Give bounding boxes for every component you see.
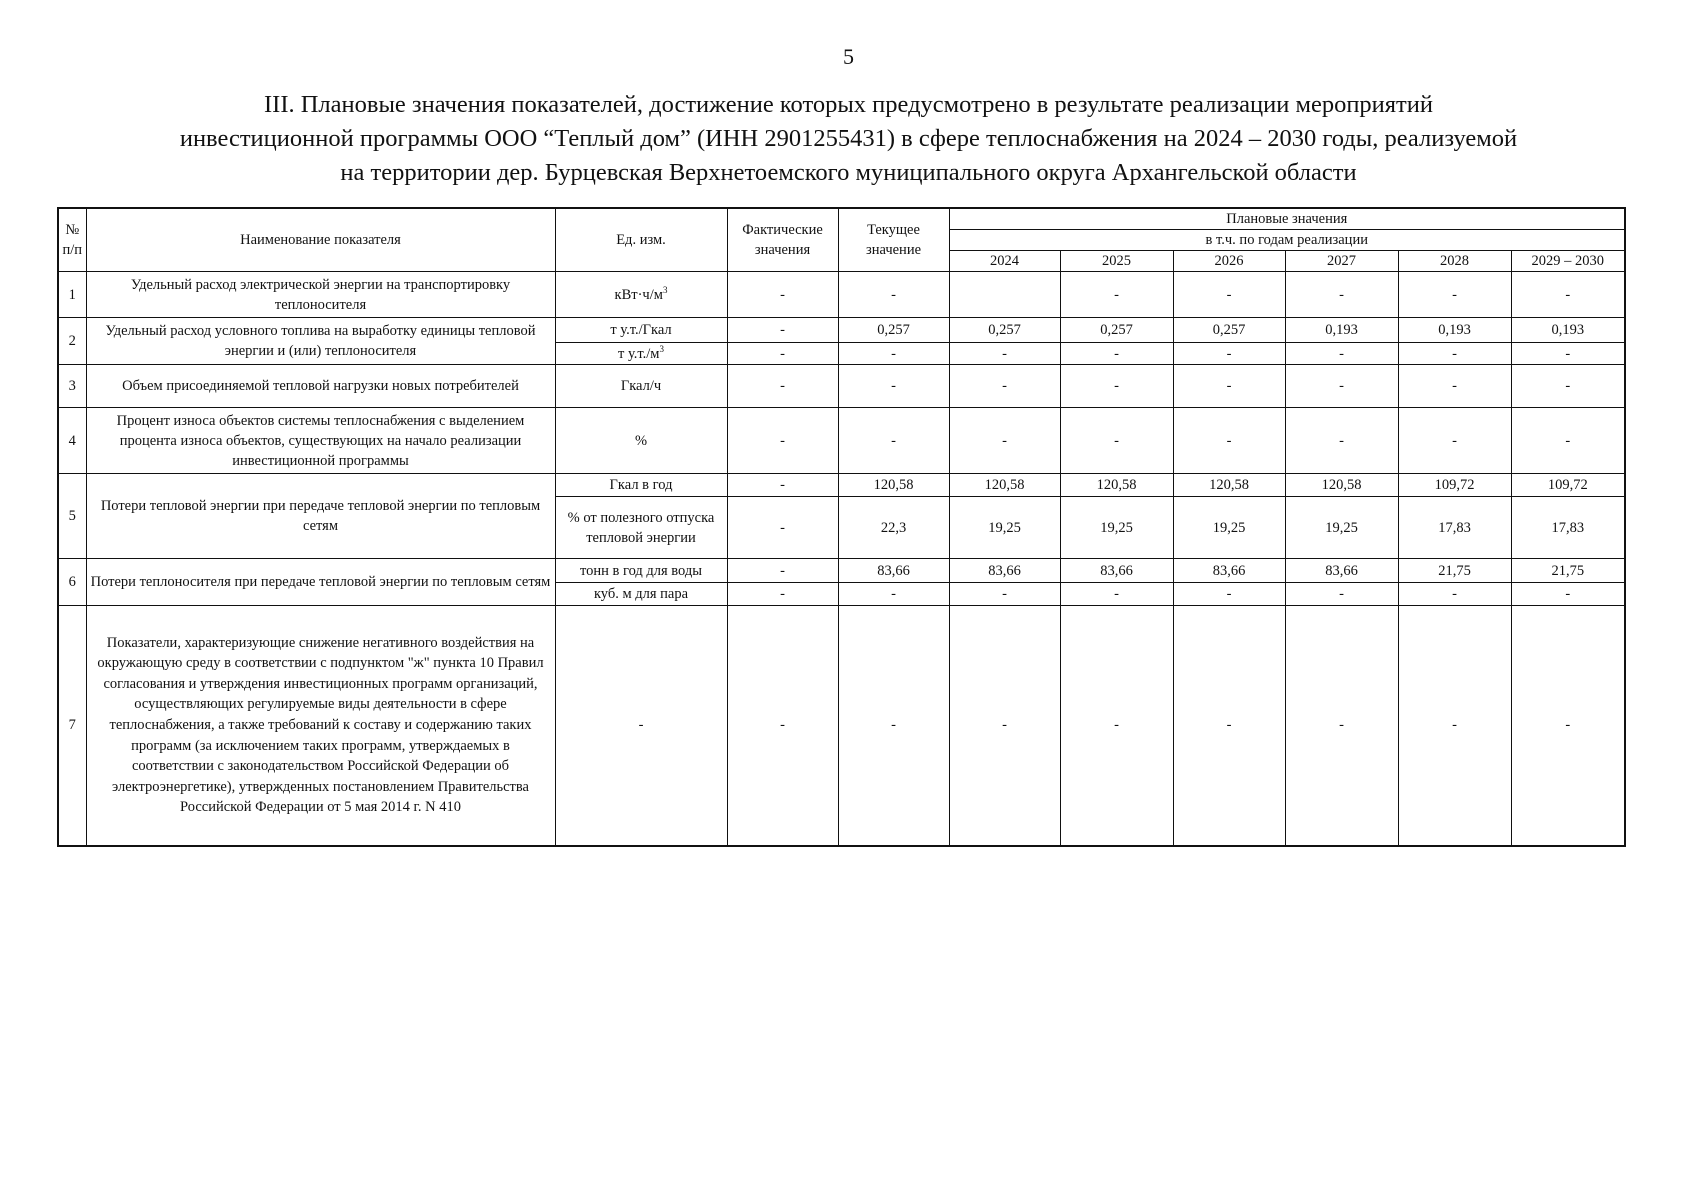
unit-superscript: 3 [662, 284, 668, 295]
actual-value: - [727, 365, 838, 408]
table-row [58, 365, 1625, 408]
planned-value: 83,66 [1285, 559, 1398, 583]
row-number: 7 [58, 606, 86, 846]
planned-value: 19,25 [1060, 497, 1173, 559]
planned-value: - [949, 343, 1060, 365]
planned-value: 17,83 [1398, 497, 1511, 559]
unit-cell [555, 343, 727, 365]
planned-value: 120,58 [1060, 474, 1173, 497]
header-actual: Фактические значения [727, 208, 838, 272]
current-value: - [838, 343, 949, 365]
unit-cell [555, 318, 727, 343]
current-value: - [838, 365, 949, 408]
header-year: 2027 [1285, 251, 1398, 272]
actual-value: - [727, 272, 838, 318]
indicator-name: Удельный расход электрической энергии на транспортировку теплоносителя [86, 272, 555, 318]
planned-value: 19,25 [1285, 497, 1398, 559]
planned-value: - [949, 606, 1060, 846]
planned-value: - [1173, 365, 1285, 408]
planned-value: 17,83 [1511, 497, 1625, 559]
unit-text: куб. м для пара [593, 586, 689, 602]
planned-value: 109,72 [1398, 474, 1511, 497]
current-value: 0,257 [838, 318, 949, 343]
planned-value: 21,75 [1511, 559, 1625, 583]
current-value: - [838, 272, 949, 318]
table-row [58, 606, 1625, 846]
planned-value: - [1060, 583, 1173, 606]
unit-cell [555, 559, 727, 583]
unit-cell [555, 606, 727, 846]
header-year: 2025 [1060, 251, 1173, 272]
header-row [58, 208, 1625, 230]
indicator-name: Потери тепловой энергии при передаче тепловой энергии по тепловым сетям [86, 474, 555, 559]
planned-value: - [1511, 272, 1625, 318]
unit-text: % от полезного отпуска тепловой энергии [567, 509, 715, 546]
planned-value: 0,257 [1173, 318, 1285, 343]
row-number: 1 [58, 272, 86, 318]
planned-value: 120,58 [1285, 474, 1398, 497]
unit-text: т у.т./Гкал [610, 322, 672, 338]
planned-value: - [1060, 272, 1173, 318]
indicator-name: Объем присоединяемой тепловой нагрузки новых потребителей [86, 365, 555, 408]
unit-cell [555, 474, 727, 497]
unit-text: % [634, 432, 648, 449]
planned-value: - [1398, 272, 1511, 318]
planned-value: - [1285, 343, 1398, 365]
planned-value: - [1285, 583, 1398, 606]
header-by-years: в т.ч. по годам реализации [949, 230, 1625, 251]
indicator-name: Потери теплоносителя при передаче тепловой энергии по тепловым сетям [86, 559, 555, 606]
current-value: - [838, 408, 949, 474]
planned-value: - [1060, 343, 1173, 365]
table-row [58, 318, 1625, 343]
planned-value: - [1173, 583, 1285, 606]
unit-cell [555, 365, 727, 408]
planned-value: - [1060, 408, 1173, 474]
planned-value: - [1060, 365, 1173, 408]
planned-value: - [1511, 365, 1625, 408]
planned-value: - [949, 583, 1060, 606]
planned-value: - [949, 365, 1060, 408]
row-number: 6 [58, 559, 86, 606]
planned-value: 0,257 [949, 318, 1060, 343]
unit-text: Гкал в год [609, 477, 673, 493]
unit-cell [555, 497, 727, 559]
unit-cell [555, 272, 727, 318]
planned-value: - [1173, 343, 1285, 365]
actual-value: - [727, 318, 838, 343]
planned-value: 83,66 [949, 559, 1060, 583]
current-value: 120,58 [838, 474, 949, 497]
planned-value: - [1511, 606, 1625, 846]
unit-text: Гкал/ч [620, 378, 662, 394]
planned-value: - [1060, 606, 1173, 846]
table-row [58, 408, 1625, 474]
header-year: 2026 [1173, 251, 1285, 272]
header-current: Текущее значение [838, 208, 949, 272]
header-name: Наименование показателя [86, 208, 555, 272]
actual-value: - [727, 343, 838, 365]
planned-value: - [1398, 343, 1511, 365]
planned-value: - [1285, 408, 1398, 474]
unit-text: - [638, 717, 644, 734]
header-planned: Плановые значения [949, 208, 1625, 230]
planned-value: - [1173, 272, 1285, 318]
planned-value: 19,25 [1173, 497, 1285, 559]
planned-value: 19,25 [949, 497, 1060, 559]
current-value: 22,3 [838, 497, 949, 559]
planned-value: - [1398, 606, 1511, 846]
planned-value: - [949, 408, 1060, 474]
current-value: 83,66 [838, 559, 949, 583]
planned-value: 83,66 [1060, 559, 1173, 583]
planned-value: - [1511, 408, 1625, 474]
indicator-name: Показатели, характеризующие снижение негативного воздействия на окружающую среду в соответствии с подпунктом "ж" пункта 10 Правил согласования и утверждения инвестиционных программ организаций, осуществляющих регулируемые виды деятельности в сфере теплоснабжения, а также требований к составу и содержанию таких программ (за исключением таких программ, утверждаемых в соответствии с законодательством Российской Федерации об электроэнергетике), утвержденных постановлением Правительства Российской Федерации от 5 мая 2014 г. N 410 [86, 606, 555, 846]
planned-value: - [1285, 272, 1398, 318]
planned-value: 0,193 [1398, 318, 1511, 343]
planned-value: 0,257 [1060, 318, 1173, 343]
current-value: - [838, 606, 949, 846]
unit-superscript: 3 [659, 343, 664, 354]
unit-text: тонн в год для воды [579, 562, 703, 579]
planned-value: 21,75 [1398, 559, 1511, 583]
row-number: 3 [58, 365, 86, 408]
table-row [58, 272, 1625, 318]
document-title [60, 88, 1637, 190]
planned-value [949, 272, 1060, 318]
planned-value: 109,72 [1511, 474, 1625, 497]
planned-value: - [1398, 365, 1511, 408]
actual-value: - [727, 408, 838, 474]
indicator-name: Удельный расход условного топлива на выработку единицы тепловой энергии и (или) теплоносителя [86, 318, 555, 365]
actual-value: - [727, 559, 838, 583]
planned-value: - [1173, 408, 1285, 474]
planned-value: 120,58 [1173, 474, 1285, 497]
planned-value: - [1511, 343, 1625, 365]
actual-value: - [727, 474, 838, 497]
table-row [58, 559, 1625, 583]
title-line: на территории дер. Бурцевская Верхнетоемского муниципального округа Архангельской области [340, 159, 1357, 186]
row-number: 4 [58, 408, 86, 474]
header-year: 2029 – 2030 [1511, 251, 1625, 272]
planned-value: - [1173, 606, 1285, 846]
indicator-name: Процент износа объектов системы теплоснабжения с выделением процента износа объектов, существующих на начало реализации инвестиционной программы [86, 408, 555, 474]
current-value: - [838, 583, 949, 606]
row-number: 2 [58, 318, 86, 365]
page-number: 5 [843, 44, 854, 69]
header-year: 2028 [1398, 251, 1511, 272]
planned-value: - [1398, 583, 1511, 606]
row-number: 5 [58, 474, 86, 559]
planned-value: - [1398, 408, 1511, 474]
header-num: № п/п [58, 208, 86, 272]
header-year: 2024 [949, 251, 1060, 272]
actual-value: - [727, 497, 838, 559]
planned-value: 120,58 [949, 474, 1060, 497]
table-row [58, 474, 1625, 497]
title-line: III. Плановые значения показателей, достижение которых предусмотрено в результате реализации мероприятий [264, 91, 1433, 118]
unit-cell [555, 408, 727, 474]
planned-value: - [1511, 583, 1625, 606]
title-line: инвестиционной программы ООО “Теплый дом” (ИНН 2901255431) в сфере теплоснабжения на 2024 – 2030 годы, реализуемой [179, 125, 1518, 152]
planned-value: 0,193 [1511, 318, 1625, 343]
planned-value: 83,66 [1173, 559, 1285, 583]
actual-value: - [727, 583, 838, 606]
unit-cell [555, 583, 727, 606]
planned-value: - [1285, 606, 1398, 846]
unit-text: кВт·ч/м [614, 286, 663, 303]
actual-value: - [727, 606, 838, 846]
unit-text: т у.т./м [618, 345, 660, 362]
indicators-table [57, 207, 1626, 847]
planned-value: - [1285, 365, 1398, 408]
planned-value: 0,193 [1285, 318, 1398, 343]
header-unit: Ед. изм. [555, 208, 727, 272]
